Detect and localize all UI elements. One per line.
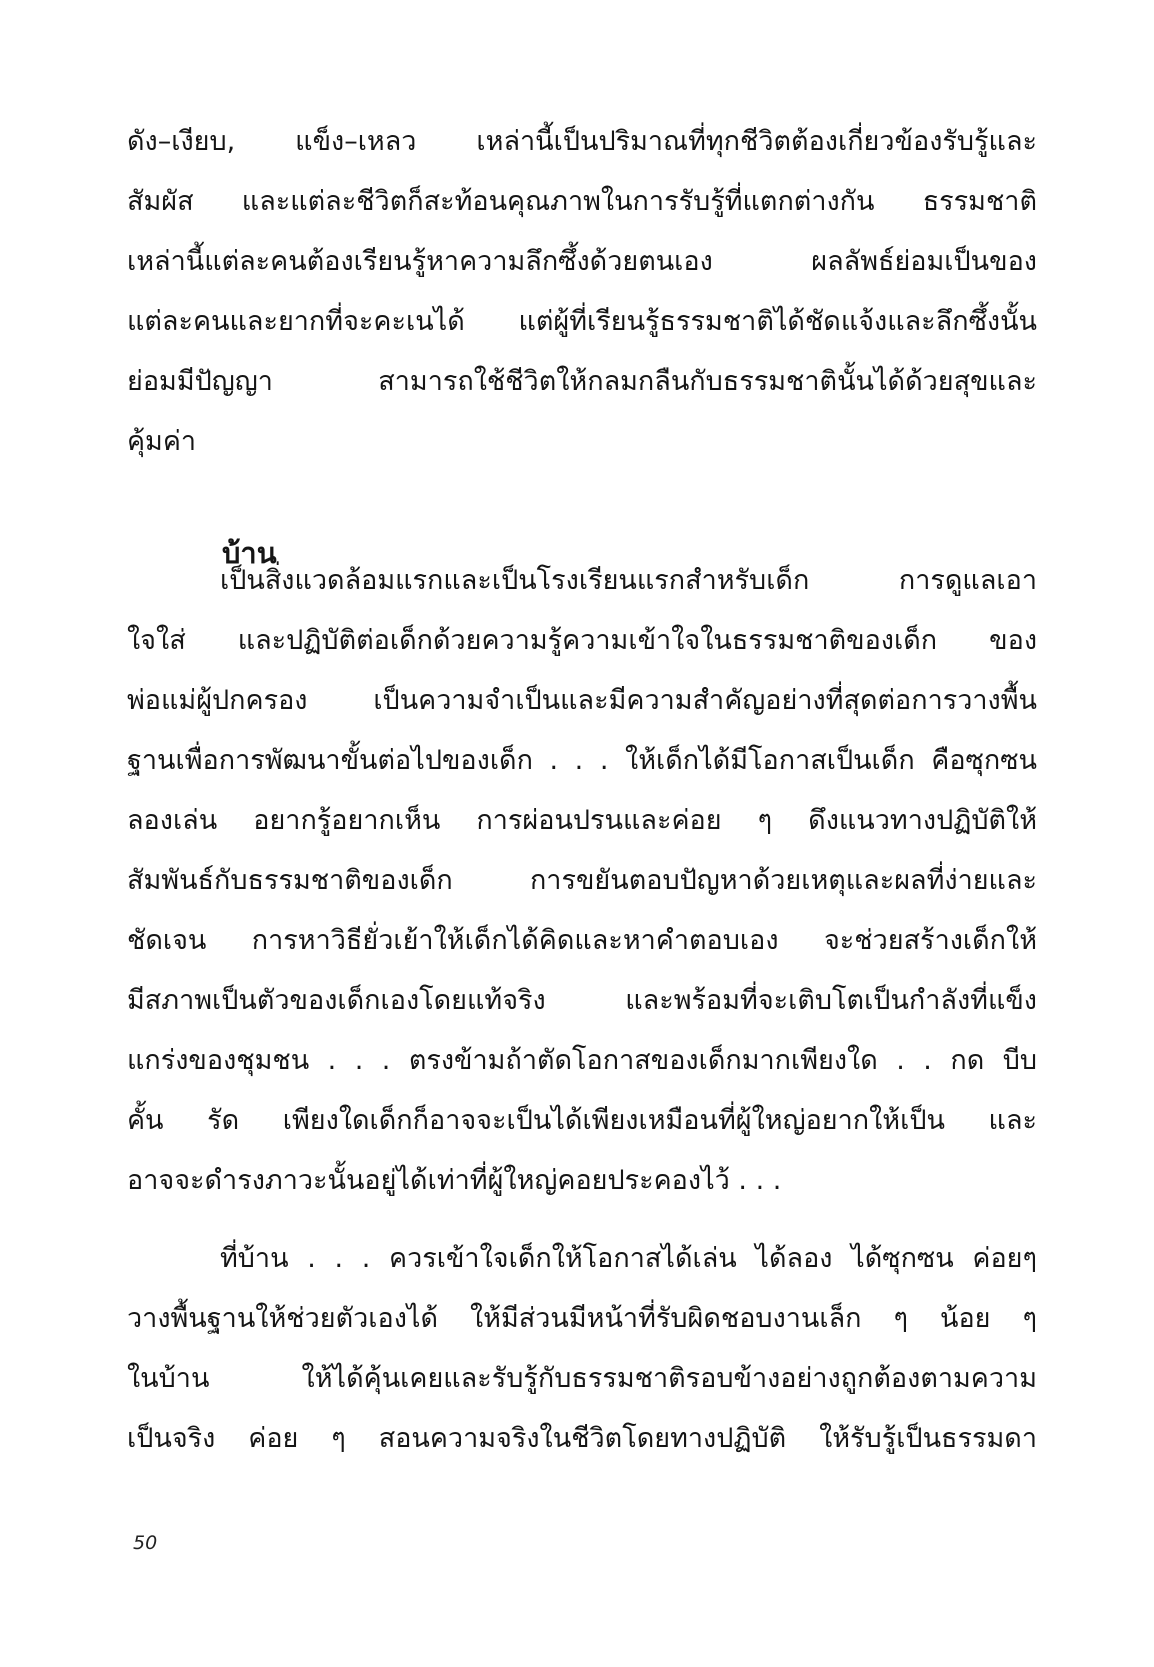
page-number: 50 xyxy=(133,1532,158,1554)
text-line: วางพื้นฐานให้ช่วยตัวเองได้ ให้มีส่วนมีหน้าที่รับผิดชอบงานเล็ก ๆ น้อย ๆ xyxy=(127,1303,1037,1334)
text-line: เป็นจริง ค่อย ๆ สอนความจริงในชีวิตโดยทางปฏิบัติ ให้รับรู้เป็นธรรมดา xyxy=(127,1423,1037,1454)
text-line: เป็นสิ่งแวดล้อมแรกและเป็นโรงเรียนแรกสำหรับเด็ก การดูแลเอา xyxy=(220,565,1037,596)
text-line: มีสภาพเป็นตัวของเด็กเองโดยแท้จริง และพร้อมที่จะเติบโตเป็นกำลังที่แข็ง xyxy=(127,985,1037,1016)
text-line: ดัง–เงียบ, แข็ง–เหลว เหล่านี้เป็นปริมาณที่ทุกชีวิตต้องเกี่ยวข้องรับรู้และ xyxy=(127,126,1037,157)
text-line: ในบ้าน ให้ได้คุ้นเคยและรับรู้กับธรรมชาติรอบข้างอย่างถูกต้องตามความ xyxy=(127,1363,1037,1394)
text-line: ใจใส่ และปฏิบัติต่อเด็กด้วยความรู้ความเข้าใจในธรรมชาติของเด็ก ของ xyxy=(127,625,1037,656)
text-line: คุ้มค่า xyxy=(127,426,197,457)
text-line: ย่อมมีปัญญา สามารถใช้ชีวิตให้กลมกลืนกับธรรมชาตินั้นได้ด้วยสุขและ xyxy=(127,366,1037,397)
text-line: แกร่งของชุมชน . . . ตรงข้ามถ้าตัดโอกาสของเด็กมากเพียงใด . . กด บีบ xyxy=(127,1045,1037,1076)
text-line: แต่ละคนและยากที่จะคะเนได้ แต่ผู้ที่เรียนรู้ธรรมชาติได้ชัดแจ้งและลึกซึ้งนั้น xyxy=(127,306,1037,337)
text-line: พ่อแม่ผู้ปกครอง เป็นความจำเป็นและมีความสำคัญอย่างที่สุดต่อการวางพื้น xyxy=(127,685,1037,716)
text-line: ชัดเจน การหาวิธียั่วเย้าให้เด็กได้คิดและหาคำตอบเอง จะช่วยสร้างเด็กให้ xyxy=(127,925,1037,956)
text-line: สัมผัส และแต่ละชีวิตก็สะท้อนคุณภาพในการรับรู้ที่แตกต่างกัน ธรรมชาติ xyxy=(127,186,1037,217)
text-line: คั้น รัด เพียงใดเด็กก็อาจจะเป็นได้เพียงเหมือนที่ผู้ใหญ่อยากให้เป็น และ xyxy=(127,1105,1037,1136)
text-line: สัมพันธ์กับธรรมชาติของเด็ก การขยันตอบปัญหาด้วยเหตุและผลที่ง่ายและ xyxy=(127,865,1037,896)
text-line: เหล่านี้แต่ละคนต้องเรียนรู้หาความลึกซึ้งด้วยตนเอง ผลลัพธ์ย่อมเป็นของ xyxy=(127,246,1037,277)
section-heading: บ้าน xyxy=(222,536,277,570)
text-line: อาจจะดำรงภาวะนั้นอยู่ได้เท่าที่ผู้ใหญ่คอยประคองไว้ . . . xyxy=(127,1165,782,1196)
text-line: ลองเล่น อยากรู้อยากเห็น การผ่อนปรนและค่อย ๆ ดึงแนวทางปฏิบัติให้ xyxy=(127,805,1037,836)
text-line: ที่บ้าน . . . ควรเข้าใจเด็กให้โอกาสได้เล่น ได้ลอง ได้ซุกซน ค่อยๆ xyxy=(220,1243,1037,1274)
text-line: ฐานเพื่อการพัฒนาขั้นต่อไปของเด็ก . . . ให้เด็กได้มีโอกาสเป็นเด็ก คือซุกซน xyxy=(127,745,1037,776)
